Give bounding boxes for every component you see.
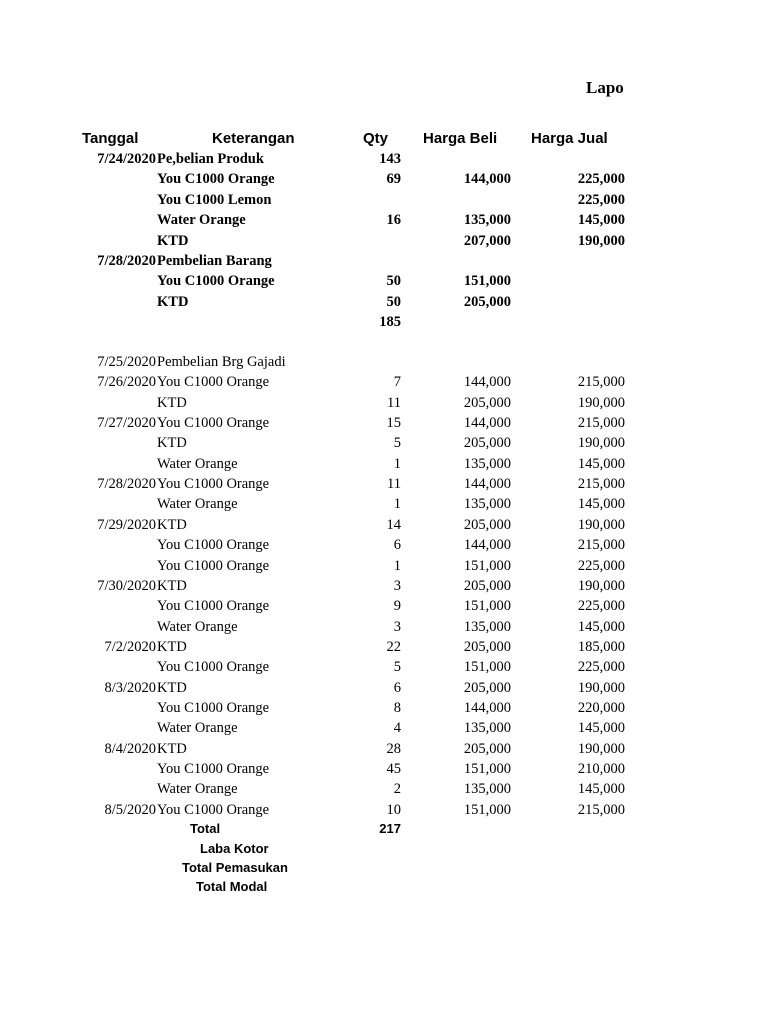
table-row: [0, 413, 768, 433]
total-label: Total: [190, 821, 221, 836]
row-description: You C1000 Orange: [157, 699, 270, 716]
row-harga-jual: 190,000: [577, 394, 625, 411]
row-qty: 8: [393, 699, 401, 716]
row-description: KTD: [157, 293, 189, 310]
row-qty: 45: [386, 761, 401, 777]
table-row: [0, 169, 768, 189]
row-harga-beli: 144,000: [463, 171, 511, 188]
row-qty: 7: [393, 374, 401, 391]
header-tanggal: Tanggal: [82, 130, 139, 147]
table-row: [0, 190, 768, 210]
row-date: 7/25/2020: [97, 354, 156, 370]
row-qty: 5: [393, 659, 401, 676]
row-qty: 6: [393, 679, 401, 696]
table-row: [0, 759, 768, 779]
row-description: KTD: [157, 740, 187, 757]
row-qty: 69: [386, 171, 401, 188]
row-harga-jual: 185,000: [577, 638, 625, 655]
row-harga-beli: 151,000: [463, 659, 511, 676]
row-harga-jual: 190,000: [577, 679, 625, 696]
row-qty: 1: [393, 496, 401, 513]
row-harga-jual: 190,000: [577, 740, 625, 757]
row-harga-beli: 151,000: [463, 598, 511, 615]
row-qty: 1: [393, 557, 401, 574]
row-harga-beli: 144,000: [463, 699, 511, 716]
row-date: 7/30/2020: [97, 577, 156, 594]
row-harga-beli: 144,000: [463, 537, 511, 554]
row-description: Pe,belian Produk: [157, 151, 264, 167]
row-qty: 143: [379, 151, 401, 167]
row-harga-beli: 151,000: [463, 273, 511, 290]
row-harga-beli: 151,000: [463, 557, 511, 574]
table-row: [0, 149, 768, 169]
row-description: Pembelian Brg Gajadi: [157, 354, 286, 370]
row-description: Water Orange: [157, 212, 246, 229]
row-harga-beli: 135,000: [463, 720, 511, 737]
row-qty: 1: [393, 455, 401, 472]
row-harga-jual: 145,000: [577, 781, 625, 798]
row-harga-jual: 190,000: [577, 435, 625, 452]
row-harga-jual: 190,000: [577, 516, 625, 533]
row-harga-beli: 205,000: [463, 435, 511, 452]
table-row: [0, 474, 768, 494]
row-qty: 15: [386, 415, 401, 432]
row-description: You C1000 Orange: [157, 659, 270, 676]
table-row: [0, 372, 768, 392]
row-harga-beli: 144,000: [463, 374, 511, 391]
row-description: You C1000 Orange: [157, 476, 270, 493]
row-harga-jual: 190,000: [577, 232, 625, 249]
table-row: [0, 494, 768, 514]
table-row: [0, 596, 768, 616]
row-harga-beli: 135,000: [463, 212, 511, 229]
row-harga-beli: 205,000: [463, 740, 511, 757]
table-row: [0, 800, 768, 820]
row-harga-beli: 207,000: [463, 232, 511, 249]
row-harga-beli: 151,000: [463, 761, 511, 777]
row-qty: 22: [386, 638, 401, 655]
row-date: 8/4/2020: [104, 740, 156, 757]
table-row: [0, 515, 768, 535]
row-harga-beli: 205,000: [463, 516, 511, 533]
table-row: [0, 292, 768, 312]
row-description: Pembelian Barang: [157, 253, 272, 269]
row-qty: 2: [393, 781, 401, 798]
row-description: Water Orange: [157, 618, 238, 635]
row-harga-beli: 135,000: [463, 496, 511, 513]
row-harga-beli: 205,000: [463, 577, 511, 594]
row-description: KTD: [157, 516, 187, 533]
row-harga-beli: 144,000: [463, 415, 511, 432]
row-date: 8/5/2020: [104, 801, 156, 818]
row-harga-beli: 135,000: [463, 618, 511, 635]
row-description: Water Orange: [157, 496, 238, 513]
row-description: You C1000 Orange: [157, 273, 275, 290]
row-harga-jual: 215,000: [577, 415, 625, 432]
row-harga-jual: 145,000: [577, 720, 625, 737]
row-qty: 50: [386, 273, 401, 290]
table-row: [0, 251, 768, 271]
row-harga-jual: 145,000: [577, 455, 625, 472]
row-harga-beli: 135,000: [463, 781, 511, 798]
row-date: 7/28/2020: [97, 253, 156, 269]
row-description: You C1000 Orange: [157, 801, 270, 818]
row-date: 7/29/2020: [97, 516, 156, 533]
row-date: 8/3/2020: [104, 679, 156, 696]
table-row: [0, 657, 768, 677]
row-qty: 3: [393, 618, 401, 635]
header-harga-beli: Harga Beli: [423, 130, 498, 147]
row-harga-beli: 151,000: [463, 801, 511, 818]
header-harga-jual: Harga Jual: [531, 130, 608, 147]
row-date: 7/2/2020: [104, 638, 156, 655]
row-harga-jual: 215,000: [577, 537, 625, 554]
table-row: [0, 312, 768, 332]
row-qty: 11: [387, 476, 401, 493]
row-description: You C1000 Orange: [157, 374, 270, 391]
table-row: [0, 779, 768, 799]
row-qty: 9: [393, 598, 401, 615]
row-description: You C1000 Lemon: [157, 191, 272, 208]
row-harga-jual: 215,000: [577, 801, 625, 818]
table-row: [0, 433, 768, 453]
row-description: You C1000 Orange: [157, 557, 270, 574]
row-harga-jual: 145,000: [577, 618, 625, 635]
row-description: Water Orange: [157, 720, 238, 737]
table-row: [0, 210, 768, 230]
row-harga-jual: 225,000: [577, 191, 625, 208]
row-harga-jual: 225,000: [577, 598, 625, 615]
row-qty: 6: [393, 537, 401, 554]
row-harga-beli: 205,000: [463, 394, 511, 411]
row-harga-beli: 205,000: [463, 293, 511, 310]
total-qty: 217: [379, 821, 401, 836]
total-pemasukan-label: Total Pemasukan: [182, 860, 288, 875]
row-harga-jual: 215,000: [577, 374, 625, 391]
row-description: You C1000 Orange: [157, 415, 270, 432]
table-row: [0, 739, 768, 759]
table-row: [0, 454, 768, 474]
row-date: 7/26/2020: [97, 374, 156, 391]
table-row: [0, 556, 768, 576]
row-description: KTD: [157, 394, 187, 411]
table-row: [0, 698, 768, 718]
row-harga-beli: 205,000: [463, 679, 511, 696]
header-keterangan: Keterangan: [212, 130, 295, 147]
row-description: KTD: [157, 638, 187, 655]
row-harga-beli: 135,000: [463, 455, 511, 472]
row-qty: 185: [379, 314, 401, 331]
row-qty: 28: [386, 740, 401, 757]
row-qty: 11: [387, 394, 401, 411]
row-qty: 5: [393, 435, 401, 452]
row-description: KTD: [157, 435, 187, 452]
row-date: 7/27/2020: [97, 415, 156, 432]
row-harga-jual: 225,000: [577, 171, 625, 188]
table-row: [0, 637, 768, 657]
row-harga-jual: 215,000: [577, 476, 625, 493]
row-harga-jual: 145,000: [577, 496, 625, 513]
row-qty: 14: [386, 516, 401, 533]
row-description: KTD: [157, 232, 189, 249]
row-description: You C1000 Orange: [157, 537, 270, 554]
row-description: You C1000 Orange: [157, 171, 275, 188]
table-row: [0, 535, 768, 555]
row-harga-jual: 225,000: [577, 557, 625, 574]
table-row: [0, 576, 768, 596]
total-modal-label: Total Modal: [196, 879, 268, 894]
row-description: Water Orange: [157, 781, 238, 798]
row-harga-jual: 210,000: [577, 761, 625, 777]
row-description: KTD: [157, 577, 187, 594]
header-qty: Qty: [363, 130, 389, 147]
row-qty: 3: [393, 577, 401, 594]
laba-kotor-label: Laba Kotor: [200, 841, 269, 856]
table-row: [0, 617, 768, 637]
row-harga-beli: 144,000: [463, 476, 511, 493]
table-row: [0, 352, 768, 372]
row-harga-jual: 190,000: [577, 577, 625, 594]
row-date: 7/28/2020: [97, 476, 156, 493]
row-description: KTD: [157, 679, 187, 696]
row-description: Water Orange: [157, 455, 238, 472]
row-qty: 10: [386, 801, 401, 818]
row-harga-jual: 145,000: [577, 212, 625, 229]
table-row: [0, 678, 768, 698]
table-row: [0, 271, 768, 291]
table-row: [0, 718, 768, 738]
row-description: You C1000 Orange: [157, 598, 270, 615]
row-qty: 16: [386, 212, 401, 229]
row-description: You C1000 Orange: [157, 761, 270, 777]
row-qty: 50: [386, 293, 401, 310]
table-row: [0, 231, 768, 251]
report-title: Lapo: [586, 78, 624, 97]
row-harga-jual: 225,000: [577, 659, 625, 676]
row-qty: 4: [393, 720, 401, 737]
row-harga-jual: 220,000: [577, 699, 625, 716]
row-harga-beli: 205,000: [463, 638, 511, 655]
row-date: 7/24/2020: [97, 151, 156, 167]
table-row: [0, 393, 768, 413]
